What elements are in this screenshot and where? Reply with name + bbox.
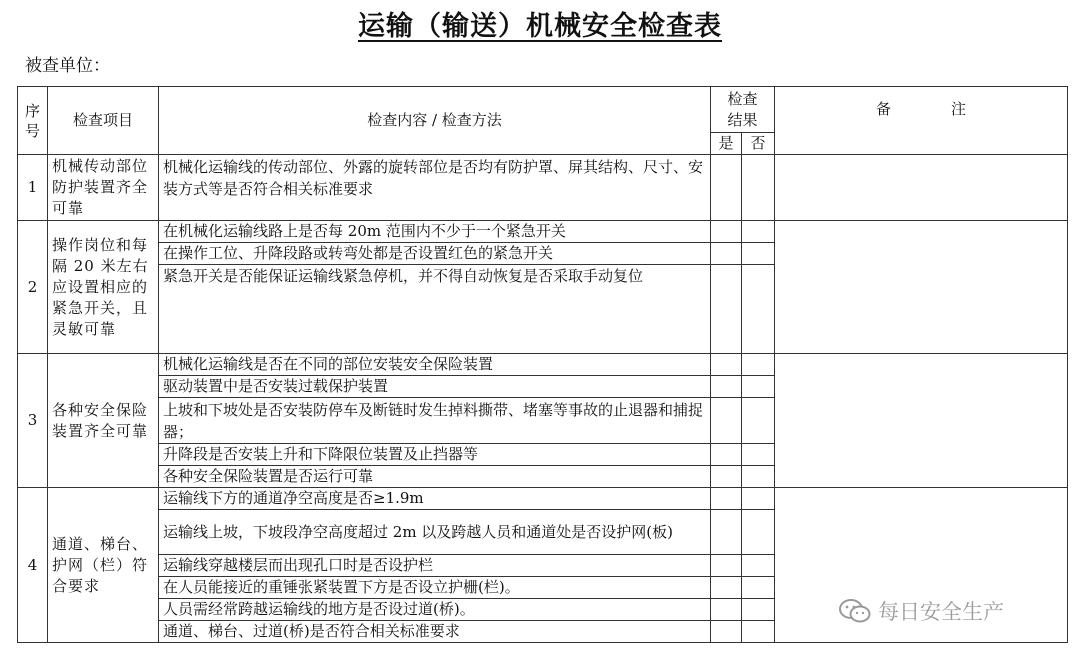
result-no-cell[interactable] xyxy=(742,155,775,221)
inspection-table xyxy=(17,86,1068,643)
result-no-cell[interactable] xyxy=(742,265,775,354)
result-no-cell[interactable] xyxy=(742,577,775,599)
check-content: 运输线下方的通道净空高度是否≥1.9m xyxy=(159,488,711,510)
wechat-icon xyxy=(838,598,872,624)
result-yes-cell[interactable] xyxy=(711,577,742,599)
row-number: 4 xyxy=(18,488,48,643)
check-content: 通道、梯台、过道(桥)是否符合相关标准要求 xyxy=(159,621,711,643)
result-no-cell[interactable] xyxy=(742,488,775,510)
header-no: 序号 xyxy=(18,87,48,155)
check-item: 通道、梯台、护网（栏）符合要求 xyxy=(48,488,159,643)
header-result: 检查结果 xyxy=(711,87,775,133)
result-no-cell[interactable] xyxy=(742,243,775,265)
result-yes-cell[interactable] xyxy=(711,621,742,643)
result-yes-cell[interactable] xyxy=(711,221,742,243)
remark-cell[interactable] xyxy=(775,155,1068,221)
result-yes-cell[interactable] xyxy=(711,599,742,621)
check-content: 驱动装置中是否安装过载保护装置 xyxy=(159,376,711,398)
result-no-cell[interactable] xyxy=(742,510,775,555)
result-yes-cell[interactable] xyxy=(711,354,742,376)
result-yes-cell[interactable] xyxy=(711,510,742,555)
check-item: 操作岗位和每隔 20 米左右应设置相应的紧急开关，且灵敏可靠 xyxy=(48,221,159,354)
page-title: 运输（输送）机械安全检查表 xyxy=(358,11,722,42)
result-yes-cell[interactable] xyxy=(711,555,742,577)
row-number: 3 xyxy=(18,354,48,488)
check-content: 在机械化运输线路上是否每 20m 范围内不少于一个紧急开关 xyxy=(159,221,711,243)
check-content: 机械化运输线的传动部位、外露的旋转部位是否均有防护罩、屏其结构、尺寸、安装方式等是否符合相关标准要求 xyxy=(159,155,711,221)
result-yes-cell[interactable] xyxy=(711,155,742,221)
result-yes-cell[interactable] xyxy=(711,466,742,488)
check-content: 各种安全保险装置是否运行可靠 xyxy=(159,466,711,488)
header-remark: 备 注 xyxy=(775,87,1068,155)
result-no-cell[interactable] xyxy=(742,555,775,577)
result-yes-cell[interactable] xyxy=(711,376,742,398)
check-content: 升降段是否安装上升和下降限位装置及止挡器等 xyxy=(159,444,711,466)
result-yes-cell[interactable] xyxy=(711,488,742,510)
watermark-text: 每日安全生产 xyxy=(878,600,1004,624)
check-item: 各种安全保险装置齐全可靠 xyxy=(48,354,159,488)
result-no-cell[interactable] xyxy=(742,599,775,621)
remark-cell[interactable] xyxy=(775,354,1068,488)
check-item: 机械传动部位防护装置齐全可靠 xyxy=(48,155,159,221)
result-no-cell[interactable] xyxy=(742,466,775,488)
result-no-cell[interactable] xyxy=(742,444,775,466)
result-yes-cell[interactable] xyxy=(711,398,742,444)
result-yes-cell[interactable] xyxy=(711,243,742,265)
check-content: 机械化运输线是否在不同的部位安装安全保险装置 xyxy=(159,354,711,376)
check-content: 运输线穿越楼层而出现孔口时是否设护栏 xyxy=(159,555,711,577)
check-content: 紧急开关是否能保证运输线紧急停机，并不得自动恢复是否采取手动复位 xyxy=(159,265,711,354)
check-content: 上坡和下坡处是否安装防停车及断链时发生掉料撕带、堵塞等事故的止退器和捕捉器； xyxy=(159,398,711,444)
check-content: 运输线上坡，下坡段净空高度超过 2m 以及跨越人员和通道处是否设护网(板) xyxy=(159,510,711,555)
check-content: 在操作工位、升降段路或转弯处都是否设置红色的紧急开关 xyxy=(159,243,711,265)
result-no-cell[interactable] xyxy=(742,354,775,376)
header-item: 检查项目 xyxy=(48,87,159,155)
result-yes-cell[interactable] xyxy=(711,265,742,354)
remark-cell[interactable] xyxy=(775,221,1068,354)
result-no-cell[interactable] xyxy=(742,376,775,398)
header-yes: 是 xyxy=(711,133,742,155)
result-no-cell[interactable] xyxy=(742,398,775,444)
result-no-cell[interactable] xyxy=(742,221,775,243)
check-content: 人员需经常跨越运输线的地方是否设过道(桥)。 xyxy=(159,599,711,621)
check-content: 在人员能接近的重锤张紧装置下方是否设立护栅(栏)。 xyxy=(159,577,711,599)
result-yes-cell[interactable] xyxy=(711,444,742,466)
inspected-unit-label: 被查单位： xyxy=(25,56,110,76)
watermark xyxy=(838,596,1004,626)
result-no-cell[interactable] xyxy=(742,621,775,643)
header-content: 检查内容 / 检查方法 xyxy=(159,87,711,155)
row-number: 1 xyxy=(18,155,48,221)
header-no-option: 否 xyxy=(742,133,775,155)
row-number: 2 xyxy=(18,221,48,354)
